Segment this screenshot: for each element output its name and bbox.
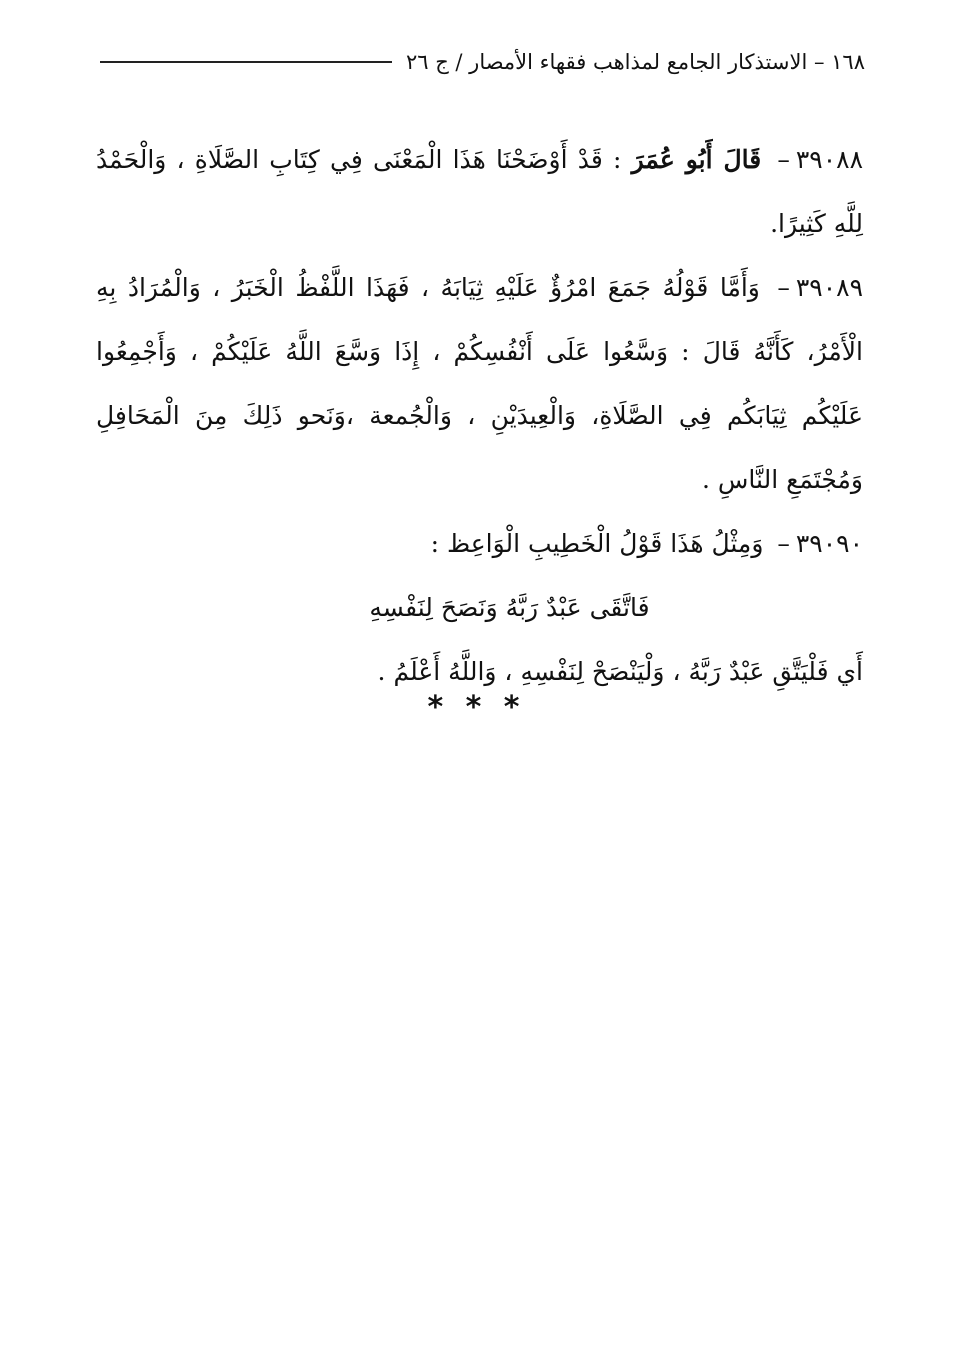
closing-line: أَي فَلْيَتَّقِ عَبْدٌ رَبَّهُ ، وَلْيَنْصَحْ لِنَفْسِهِ ، وَاللَّهُ أَعْلَمُ .	[377, 657, 863, 686]
paragraph-number: ٣٩٠٨٨	[795, 145, 864, 174]
running-header	[100, 42, 865, 82]
paragraph-39090: ٣٩٠٩٠– وَمِثْلُ هَذَا قَوْلُ الْخَطِيبِ الْوَاعِظ :	[430, 529, 863, 558]
verse-line: فَاتَّقَى عَبْدٌ رَبَّهُ وَنَصَحَ لِنَفْسِهِ	[369, 593, 650, 622]
paragraph-number: ٣٩٠٩٠	[795, 529, 863, 558]
speaker-label: قَالَ أَبُو عُمَرَ	[631, 145, 762, 174]
section-separator: * * *	[427, 690, 526, 725]
paragraph-text: وَأَمَّا قَوْلُهُ جَمَعَ امْرُؤٌ عَلَيْهِ ثِيَابَهُ ، فَهَذَا اللَّفْظُ الْخَبَرُ ، وَالْمُرَادُ بِهِ الْأَمْرُ، كَأَنَّهُ قَالَ : وَسَّعُوا عَلَى أَنْفُسِكُمْ ، إِذَا وَسَّعَ اللَّهُ عَلَيْكُمْ ، وَأَجْمِعُوا عَلَيْكُم ثِيَابَكُم فِي الصَّلَاةِ، وَالْعِيدَيْنِ ، وَالْجُمعة ،وَنَحو ذَلِكَ مِنَ الْمَحَافِلِ وَمُجْتَمَعِ النَّاسِ .	[96, 273, 863, 494]
paragraph-text: : قَدْ أَوْضَحْنَا هَذَا الْمَعْنَى فِي كِتَابِ الصَّلَاةِ ، وَالْحَمْدُ لِلَّهِ كَثِيرًا.	[96, 145, 863, 238]
header-title: ١٦٨ – الاستذكار الجامع لمذاهب فقهاء الأمصار / ج ٢٦	[405, 50, 865, 74]
header-rule	[100, 61, 392, 63]
paragraph-39088: ٣٩٠٨٨– قَالَ أَبُو عُمَرَ : قَدْ أَوْضَحْنَا هَذَا الْمَعْنَى فِي كِتَابِ الصَّلَاةِ ، وَالْحَمْدُ لِلَّهِ كَثِيرًا.	[96, 145, 864, 238]
paragraph-39089: ٣٩٠٨٩– وَأَمَّا قَوْلُهُ جَمَعَ امْرُؤٌ عَلَيْهِ ثِيَابَهُ ، فَهَذَا اللَّفْظُ الْخَبَرُ ، وَالْمُرَادُ بِهِ الْأَمْرُ، كَأَنَّهُ قَالَ : وَسَّعُوا عَلَى أَنْفُسِكُمْ ، إِذَا وَسَّعَ اللَّهُ عَلَيْكُمْ ، وَأَجْمِعُوا عَلَيْكُم ثِيَابَكُم فِي الصَّلَاةِ، وَالْعِيدَيْنِ ، وَالْجُمعة ،وَنَحو ذَلِكَ مِنَ الْمَحَافِلِ وَمُجْتَمَعِ النَّاسِ .	[96, 273, 863, 494]
paragraph-number: ٣٩٠٨٩	[795, 273, 863, 302]
paragraph-text: وَمِثْلُ هَذَا قَوْلُ الْخَطِيبِ الْوَاعِظ :	[430, 529, 764, 558]
page-body	[96, 128, 863, 704]
